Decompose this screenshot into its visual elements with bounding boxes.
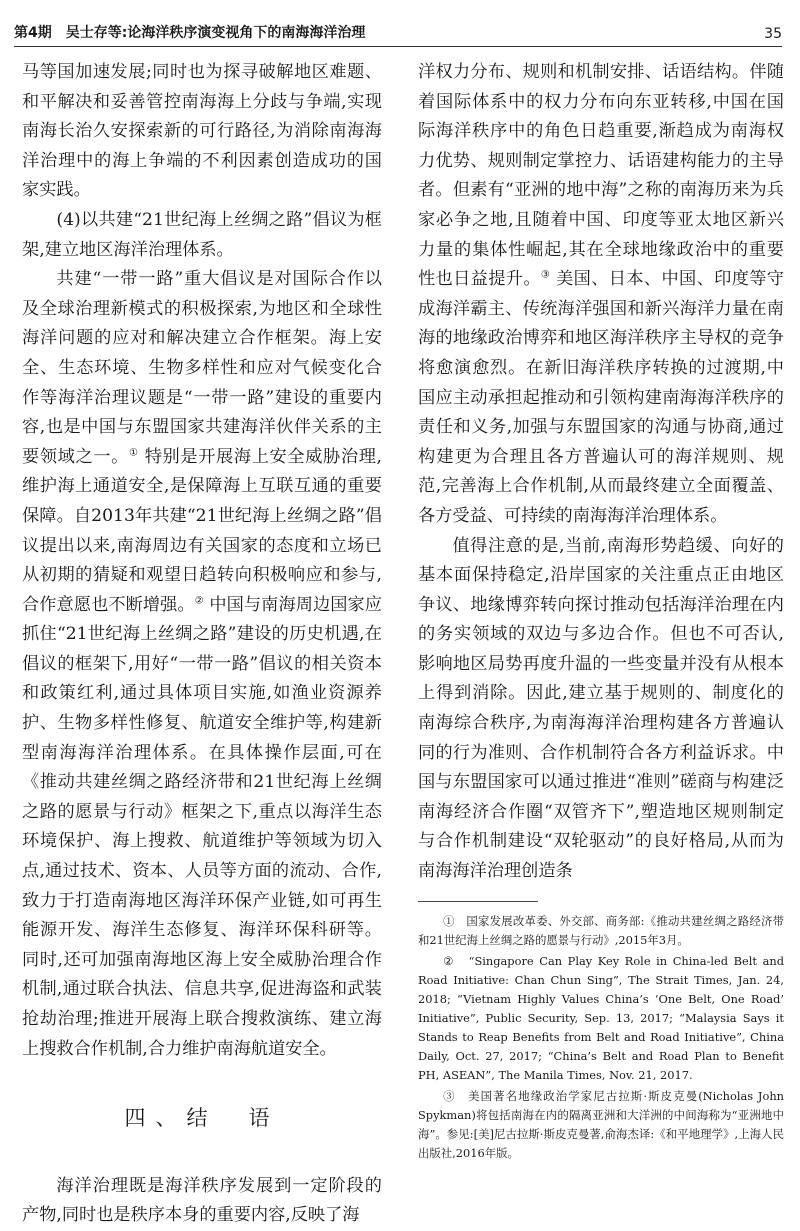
body-text: 洋权力分布、规则和机制安排、话语结构。伴随着国际体系中的权力分布向东亚转移,中国在国际海洋秩序中的角色日趋重要,渐趋成为南海权力优势、规则制定掌控力、话语建构能力的主导者。但素有“亚洲的地中海”之称的南海历来为兵家必争之地,且随着中国、印度等亚太地区新兴力量的集体性崛起,其在全球地缘政治中的重要性也日益提升。 — [418, 62, 784, 290]
body-paragraph: 海洋治理既是海洋秩序发展到一定阶段的产物,同时也是秩序本身的重要内容,反映了海 — [22, 1175, 382, 1226]
subsection-heading: (4)以共建“21世纪海上丝绸之路”倡议为框架,建立地区海洋治理体系。 — [22, 209, 382, 260]
footnote-ref[interactable]: ③ — [540, 269, 551, 281]
body-text: 美国、日本、中国、印度等守成海洋霸主、传统海洋强国和新兴海洋力量在南海的地缘政治博弈和地区海洋秩序主导权的竞争将愈演愈烈。在新旧海洋秩序转换的过渡期,中国应主动承担起推动和引领构建南海海洋秩序的责任和义务,加强与东盟国家的沟通与协商,通过构建更为合理且各方普遍认可的海洋规则、规范,完善海上合作机制,从而最终建立全面覆盖、各方受益、可持续的南海海洋治理体系。 — [418, 269, 784, 526]
page-number: 35 — [764, 26, 782, 42]
footnotes — [418, 912, 784, 1163]
body-paragraph: 值得注意的是,当前,南海形势趋缓、向好的基本面保持稳定,沿岸国家的关注重点正由地区争议、地缘博弈转向探讨推动包括海洋治理在内的务实领域的双边与多边合作。但也不可否认,影响地区局势再度升温的一些变量并没有从根本上得到消除。因此,建立基于规则的、制度化的南海综合秩序,为南海海洋治理构建各方普遍认同的行为准则、合作机制符合各方利益诉求。中国与东盟国家可以通过推进“准则”磋商与构建泛南海经济合作圈“双管齐下”,塑造地区规则制定与合作机制建设“双轮驱动”的良好格局,从而为南海海洋治理创造条 — [418, 535, 784, 882]
footnote-ref[interactable]: ① — [129, 446, 139, 458]
body-text: 中国与南海周边国家应抓住“21世纪海上丝绸之路”建设的历史机遇,在倡议的框架下,用好“一带一路”倡议的相关资本和政策红利,通过具体项目实施,如渔业资源养护、生物多样性修复、航道安全维护等,构建新型南海海洋治理体系。在具体操作层面,可在《推动共建丝绸之路经济带和21世纪海上丝绸之路的愿景与行动》框架之下,重点以海洋生态环境保护、海上搜救、航道维护等领域为切入点,通过技术、资本、人员等方面的流动、合作,致力于打造南海地区海洋环保产业链,如可再生能源开发、海洋生态修复、海洋环保科研等。同时,还可加强南海地区海上安全威胁治理合作机制,通过联合执法、信息共享,促进海盗和武装抢劫治理;推进开展海上联合搜救演练、建立海上搜救合作机制,合力维护南海航道安全。 — [22, 594, 382, 1059]
footnote-ref[interactable]: ② — [194, 594, 204, 606]
footnote: ② “Singapore Can Play Key Role in China-led Belt and Road Initiative: Chan Chun Sing”, The Strait Times, Jan. 24, 2018; “Vietnam Highly Values China’s ‘One Belt, One Road’ Initiative”, Public Security, Sep. 13, 2017; “Malaysia Says it Stands to Reap Benefits from Belt and Road Initiative”, China Daily, Oct. 27, 2017; “China’s Belt and Road Plan to Benefit PH, ASEAN”, The Manila Times, Nov. 21, 2017. — [418, 953, 784, 1082]
body-text: 共建“一带一路”重大倡议是对国际合作以及全球治理新模式的积极探索,为地区和全球性海洋问题的应对和解决建立合作框架。海上安全、生态环境、生物多样性和应对气候变化合作等海洋治理议题是“一带一路”建设的重要内容,也是中国与东盟国家共建海洋伙伴关系的主要领域之一。 — [22, 269, 382, 467]
footnote: ① 国家发展改革委、外交部、商务部:《推动共建丝绸之路经济带和21世纪海上丝绸之路的愿景与行动》,2015年3月。 — [418, 913, 784, 947]
running-title: 第4期 吴士存等:论海洋秩序演变视角下的南海海洋治理 — [14, 25, 366, 41]
footnote: ③ 美国著名地缘政治学家尼古拉斯·斯皮克曼(Nicholas John Spykman)将包括南海在内的隔离亚洲和大洋洲的中间海称为“亚洲地中海”。参见:[美]尼古拉斯·斯皮克曼著,俞海杰译:《和平地理学》,上海人民出版社,2016年版。 — [418, 1088, 784, 1160]
body-paragraph — [22, 265, 382, 1064]
running-header — [14, 16, 782, 47]
body-paragraph: 马等国加速发展;同时也为探寻破解地区难题、和平解决和妥善管控南海海上分歧与争端,实现南海长治久安探索新的可行路径,为消除南海海洋治理中的海上争端的不利因素创造成功的国家实践。 — [22, 62, 382, 201]
body-text: 特别是开展海上安全威胁治理,维护海上通道安全,是保障海上互联互通的重要保障。自2013年共建“21世纪海上丝绸之路”倡议提出以来,南海周边有关国家的态度和立场已从初期的猜疑和观望日趋转向积极响应和参与,合作意愿也不断增强。 — [22, 446, 382, 615]
body-paragraph — [418, 58, 784, 532]
section-heading: 四、结 语 — [124, 1106, 280, 1131]
left-column — [22, 58, 382, 1226]
right-column — [418, 58, 784, 1190]
footnote-divider — [418, 901, 538, 902]
